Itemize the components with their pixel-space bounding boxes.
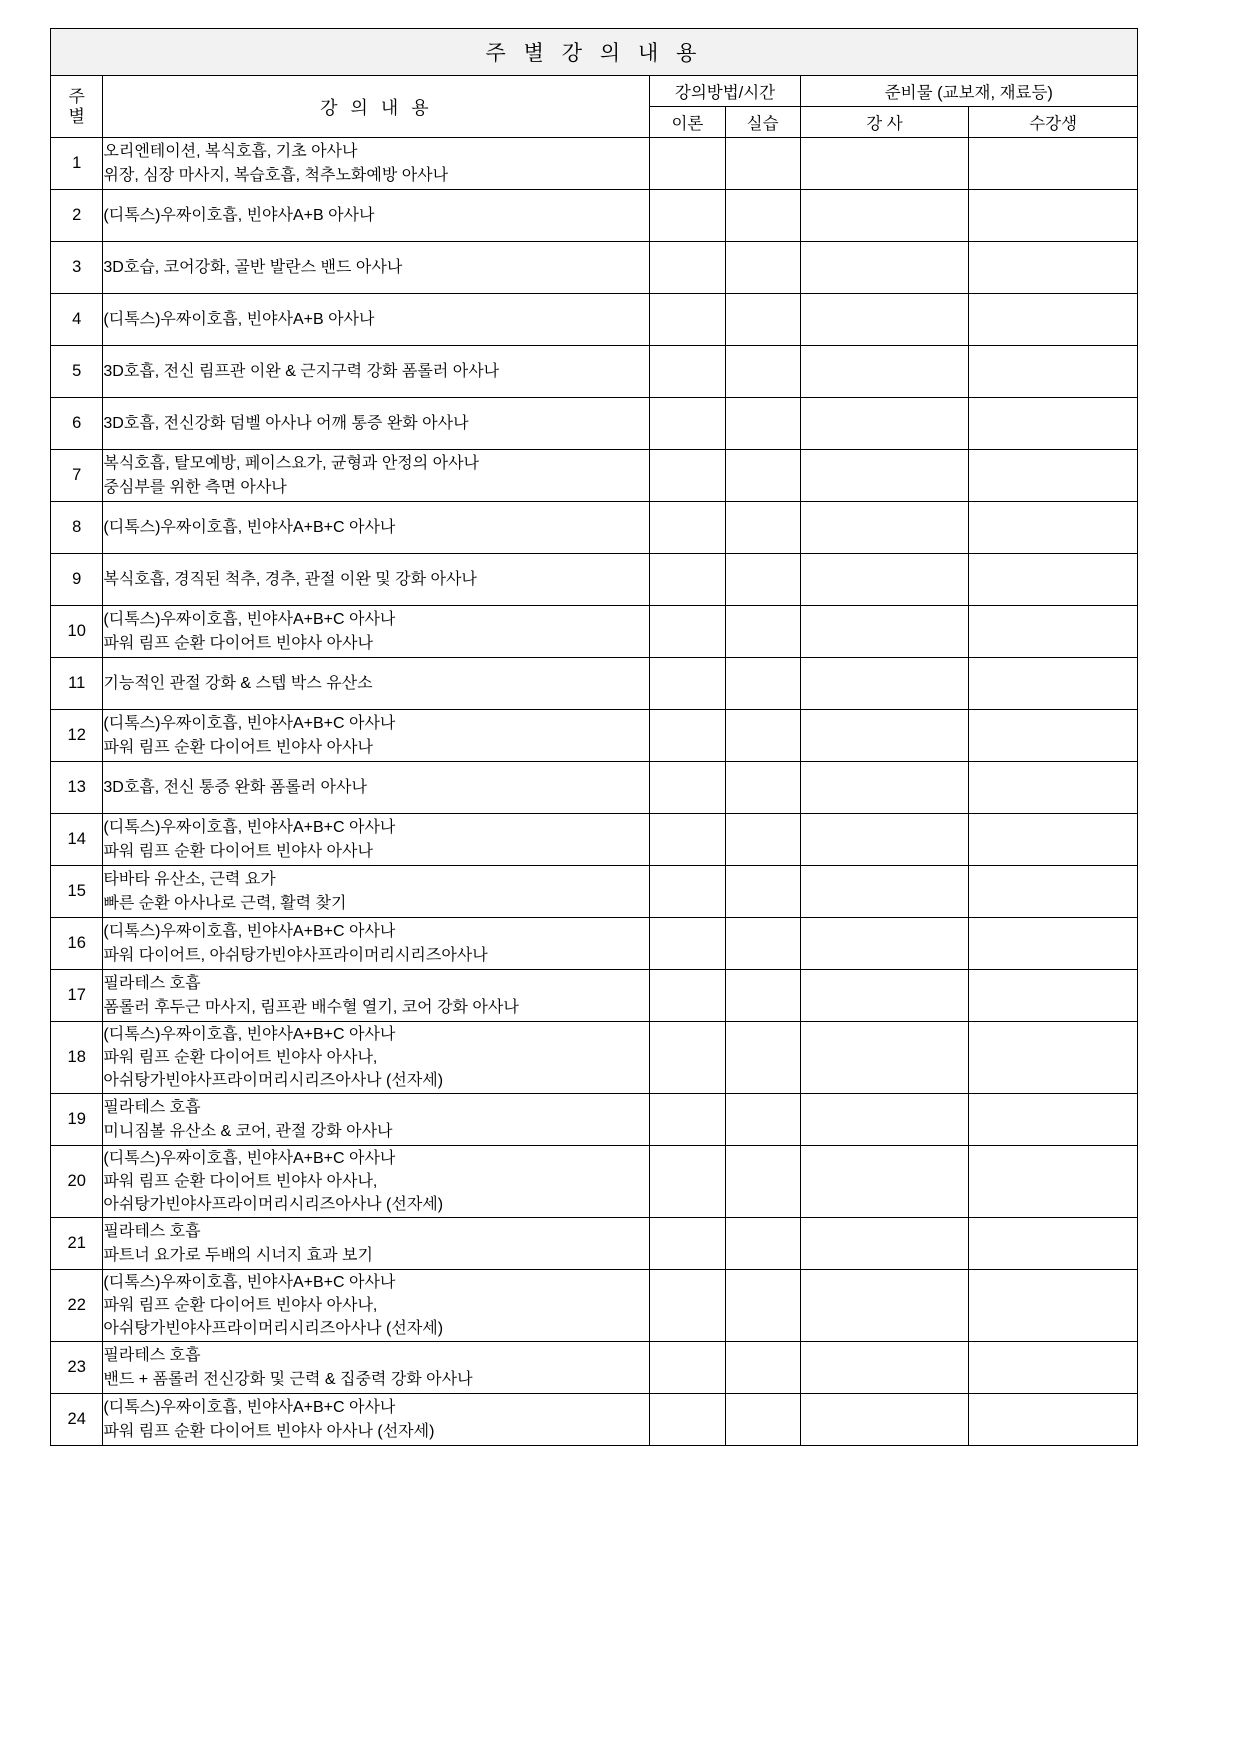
row-student-cell[interactable] [969,658,1138,710]
row-content-line: (디톡스)우짜이호흡, 빈야사A+B 아사나 [103,310,375,328]
table-row [51,1270,1138,1342]
row-content [103,658,650,710]
header-week-line2: 별 [68,106,85,126]
row-practice-cell[interactable] [725,814,800,866]
page-title: 주 별 강 의 내 용 [51,29,1138,76]
table-row [51,1094,1138,1146]
row-content [103,814,650,866]
row-practice-cell[interactable] [725,554,800,606]
row-content-line: (디톡스)우짜이호흡, 빈야사A+B+C 아사나 [103,1399,396,1417]
row-week-number: 14 [51,814,103,866]
header-student: 수강생 [969,107,1138,138]
row-content-line: 파워 림프 순환 다이어트 빈야사 아사나 [103,634,373,652]
row-teacher-cell[interactable] [800,970,969,1022]
row-content [103,450,650,502]
row-week-number: 10 [51,606,103,658]
row-content-line: 중심부를 위한 측면 아사나 [103,478,287,496]
row-content [103,554,650,606]
row-content-line: (디톡스)우짜이호흡, 빈야사A+B 아사나 [103,206,375,224]
row-week-number: 24 [51,1394,103,1446]
row-theory-cell[interactable] [650,450,725,502]
row-week-number: 23 [51,1342,103,1394]
row-content-line: (디톡스)우짜이호흡, 빈야사A+B+C 아사나 [103,819,396,837]
row-student-cell[interactable] [969,1094,1138,1146]
row-teacher-cell[interactable] [800,138,969,190]
row-week-number: 12 [51,710,103,762]
row-theory-cell[interactable] [650,294,725,346]
row-student-cell[interactable] [969,1270,1138,1342]
row-content-line: 필라테스 호흡 [103,975,201,993]
row-student-cell[interactable] [969,294,1138,346]
table-row [51,970,1138,1022]
row-week-number: 4 [51,294,103,346]
row-practice-cell[interactable] [725,138,800,190]
row-teacher-cell[interactable] [800,814,969,866]
row-teacher-cell[interactable] [800,606,969,658]
table-row [51,1146,1138,1218]
row-content-line: 3D호흡, 전신 통증 완화 폼롤러 아사나 [103,778,367,796]
row-student-cell[interactable] [969,866,1138,918]
header-method: 강의방법/시간 [650,76,800,107]
row-theory-cell[interactable] [650,502,725,554]
row-student-cell[interactable] [969,918,1138,970]
table-row [51,918,1138,970]
header-content: 강 의 내 용 [103,76,650,138]
header-week [51,76,103,138]
row-teacher-cell[interactable] [800,866,969,918]
row-content-line: 3D호흡, 전신강화 덤벨 아사나 어깨 통증 완화 아사나 [103,414,469,432]
row-content [103,502,650,554]
row-content-line: (디톡스)우짜이호흡, 빈야사A+B+C 아사나 [103,923,396,941]
row-content-line: 빠른 순환 아사나로 근력, 활력 찾기 [103,894,347,912]
row-student-cell[interactable] [969,398,1138,450]
row-student-cell[interactable] [969,710,1138,762]
row-week-number: 15 [51,866,103,918]
row-week-number: 9 [51,554,103,606]
row-week-number: 3 [51,242,103,294]
row-teacher-cell[interactable] [800,554,969,606]
row-week-number: 5 [51,346,103,398]
row-practice-cell[interactable] [725,1218,800,1270]
row-week-number: 22 [51,1270,103,1342]
row-student-cell[interactable] [969,1394,1138,1446]
table-row [51,606,1138,658]
row-content-line: (디톡스)우짜이호흡, 빈야사A+B+C 아사나 [103,611,396,629]
row-student-cell[interactable] [969,1218,1138,1270]
row-content [103,1342,650,1394]
row-content [103,242,650,294]
row-student-cell[interactable] [969,762,1138,814]
row-content-line: 파워 림프 순환 다이어트 빈야사 아사나 [103,738,373,756]
row-week-number: 18 [51,1022,103,1094]
table-row [51,294,1138,346]
row-practice-cell[interactable] [725,710,800,762]
table-row [51,814,1138,866]
row-theory-cell[interactable] [650,1094,725,1146]
row-content-line: 3D호습, 코어강화, 골반 발란스 밴드 아사나 [103,258,403,276]
row-theory-cell[interactable] [650,138,725,190]
row-content [103,1394,650,1446]
row-content [103,918,650,970]
table-row [51,242,1138,294]
table-row [51,554,1138,606]
row-content-line: (디톡스)우짜이호흡, 빈야사A+B+C 아사나 [103,1273,396,1291]
weekly-curriculum-table [50,28,1138,1446]
row-teacher-cell[interactable] [800,190,969,242]
row-content-line: 필라테스 호흡 [103,1347,201,1365]
row-content [103,1094,650,1146]
row-content [103,970,650,1022]
row-week-number: 16 [51,918,103,970]
row-theory-cell[interactable] [650,398,725,450]
row-student-cell[interactable] [969,1342,1138,1394]
row-theory-cell[interactable] [650,1342,725,1394]
row-theory-cell[interactable] [650,606,725,658]
row-theory-cell[interactable] [650,866,725,918]
row-student-cell[interactable] [969,190,1138,242]
row-week-number: 6 [51,398,103,450]
row-content [103,346,650,398]
row-practice-cell[interactable] [725,1270,800,1342]
header-row-1 [51,76,1138,107]
table-row [51,346,1138,398]
row-practice-cell[interactable] [725,1094,800,1146]
row-content [103,866,650,918]
row-content-line: 밴드 + 폼롤러 전신강화 및 근력 & 집중력 강화 아사나 [103,1370,473,1388]
row-content-line: (디톡스)우짜이호흡, 빈야사A+B+C 아사나 [103,1149,396,1167]
row-practice-cell[interactable] [725,346,800,398]
row-content-line: 파워 림프 순환 다이어트 빈야사 아사나 [103,842,373,860]
row-theory-cell[interactable] [650,658,725,710]
row-content-line: 위장, 심장 마사지, 복습호흡, 척추노화예방 아사나 [103,166,449,184]
row-student-cell[interactable] [969,138,1138,190]
row-content-line: 파워 다이어트, 아쉬탕가빈야사프라이머리시리즈아사나 [103,946,488,964]
row-practice-cell[interactable] [725,658,800,710]
row-theory-cell[interactable] [650,1218,725,1270]
row-teacher-cell[interactable] [800,1146,969,1218]
row-content-line: 타바타 유산소, 근력 요가 [103,871,276,889]
row-practice-cell[interactable] [725,294,800,346]
row-theory-cell[interactable] [650,554,725,606]
row-content-line: 아쉬탕가빈야사프라이머리시리즈아사나 (선자세) [103,1196,444,1214]
row-content-line: 파워 림프 순환 다이어트 빈야사 아사나, [103,1048,378,1066]
header-week-line1: 주 [68,86,85,106]
row-teacher-cell[interactable] [800,346,969,398]
table-row [51,1342,1138,1394]
row-theory-cell[interactable] [650,814,725,866]
row-theory-cell[interactable] [650,1022,725,1094]
table-row [51,1022,1138,1094]
row-practice-cell[interactable] [725,502,800,554]
row-practice-cell[interactable] [725,242,800,294]
row-content-line: (디톡스)우짜이호흡, 빈야사A+B+C 아사나 [103,518,396,536]
row-content-line: 파워 림프 순환 다이어트 빈야사 아사나, [103,1296,378,1314]
table-row [51,1218,1138,1270]
table-row [51,502,1138,554]
row-week-number: 21 [51,1218,103,1270]
row-teacher-cell[interactable] [800,1270,969,1342]
row-content [103,710,650,762]
row-practice-cell[interactable] [725,450,800,502]
row-content-line: 3D호흡, 전신 림프관 이완 & 근지구력 강화 폼롤러 아사나 [103,362,500,380]
row-content [103,190,650,242]
row-student-cell[interactable] [969,606,1138,658]
row-theory-cell[interactable] [650,762,725,814]
row-content [103,398,650,450]
row-week-number: 1 [51,138,103,190]
row-teacher-cell[interactable] [800,242,969,294]
row-student-cell[interactable] [969,346,1138,398]
table-row [51,866,1138,918]
row-practice-cell[interactable] [725,866,800,918]
row-teacher-cell[interactable] [800,502,969,554]
table-row [51,138,1138,190]
row-content-line: (디톡스)우짜이호흡, 빈야사A+B+C 아사나 [103,715,396,733]
table-row [51,1394,1138,1446]
row-content-line: 기능적인 관절 강화 & 스텝 박스 유산소 [103,674,373,692]
row-practice-cell[interactable] [725,1146,800,1218]
row-content [103,762,650,814]
row-week-number: 17 [51,970,103,1022]
row-content-line: 폼롤러 후두근 마사지, 림프관 배수혈 열기, 코어 강화 아사나 [103,998,519,1016]
row-practice-cell[interactable] [725,1342,800,1394]
table-body [51,138,1138,1446]
row-student-cell[interactable] [969,502,1138,554]
row-teacher-cell[interactable] [800,710,969,762]
row-content-line: 오리엔테이션, 복식호흡, 기초 아사나 [103,143,358,161]
row-teacher-cell[interactable] [800,658,969,710]
row-week-number: 20 [51,1146,103,1218]
row-teacher-cell[interactable] [800,762,969,814]
row-practice-cell[interactable] [725,398,800,450]
row-teacher-cell[interactable] [800,1342,969,1394]
row-practice-cell[interactable] [725,1022,800,1094]
row-content [103,606,650,658]
row-teacher-cell[interactable] [800,1218,969,1270]
row-teacher-cell[interactable] [800,1094,969,1146]
row-week-number: 19 [51,1094,103,1146]
table-row [51,710,1138,762]
table-row [51,762,1138,814]
row-teacher-cell[interactable] [800,1022,969,1094]
row-practice-cell[interactable] [725,762,800,814]
row-student-cell[interactable] [969,450,1138,502]
row-content [103,1270,650,1342]
row-content [103,1146,650,1218]
row-week-number: 8 [51,502,103,554]
row-student-cell[interactable] [969,554,1138,606]
row-content-line: 파워 림프 순환 다이어트 빈야사 아사나 (선자세) [103,1422,435,1440]
row-theory-cell[interactable] [650,1394,725,1446]
table-row [51,450,1138,502]
row-teacher-cell[interactable] [800,450,969,502]
row-theory-cell[interactable] [650,1270,725,1342]
row-student-cell[interactable] [969,970,1138,1022]
table-row [51,190,1138,242]
row-content-line: 파워 림프 순환 다이어트 빈야사 아사나, [103,1172,378,1190]
row-week-number: 13 [51,762,103,814]
row-content-line: (디톡스)우짜이호흡, 빈야사A+B+C 아사나 [103,1025,396,1043]
row-content-line: 미니짐볼 유산소 & 코어, 관절 강화 아사나 [103,1122,393,1140]
row-content-line: 파트너 요가로 두배의 시너지 효과 보기 [103,1246,373,1264]
header-teacher: 강 사 [800,107,969,138]
row-practice-cell[interactable] [725,606,800,658]
table-row [51,658,1138,710]
row-theory-cell[interactable] [650,190,725,242]
table-title-row [51,29,1138,76]
row-content [103,1022,650,1094]
header-practice: 실습 [725,107,800,138]
row-practice-cell[interactable] [725,1394,800,1446]
row-content-line: 아쉬탕가빈야사프라이머리시리즈아사나 (선자세) [103,1072,444,1090]
row-theory-cell[interactable] [650,242,725,294]
row-week-number: 7 [51,450,103,502]
row-practice-cell[interactable] [725,190,800,242]
row-theory-cell[interactable] [650,918,725,970]
row-week-number: 11 [51,658,103,710]
row-theory-cell[interactable] [650,346,725,398]
row-theory-cell[interactable] [650,1146,725,1218]
row-teacher-cell[interactable] [800,918,969,970]
row-practice-cell[interactable] [725,918,800,970]
row-content-line: 필라테스 호흡 [103,1099,201,1117]
row-teacher-cell[interactable] [800,1394,969,1446]
row-content-line: 복식호흡, 탈모예방, 페이스요가, 균형과 안정의 아사나 [103,455,480,473]
row-content [103,294,650,346]
row-teacher-cell[interactable] [800,294,969,346]
row-theory-cell[interactable] [650,970,725,1022]
row-student-cell[interactable] [969,242,1138,294]
row-content-line: 아쉬탕가빈야사프라이머리시리즈아사나 (선자세) [103,1320,444,1338]
header-materials: 준비물 (교보재, 재료등) [800,76,1137,107]
row-week-number: 2 [51,190,103,242]
row-student-cell[interactable] [969,1146,1138,1218]
row-content-line: 복식호흡, 경직된 척추, 경추, 관절 이완 및 강화 아사나 [103,570,477,588]
row-teacher-cell[interactable] [800,398,969,450]
row-practice-cell[interactable] [725,970,800,1022]
table-row [51,398,1138,450]
header-theory: 이론 [650,107,725,138]
row-content [103,138,650,190]
row-content [103,1218,650,1270]
row-student-cell[interactable] [969,814,1138,866]
row-content-line: 필라테스 호흡 [103,1223,201,1241]
row-student-cell[interactable] [969,1022,1138,1094]
row-theory-cell[interactable] [650,710,725,762]
